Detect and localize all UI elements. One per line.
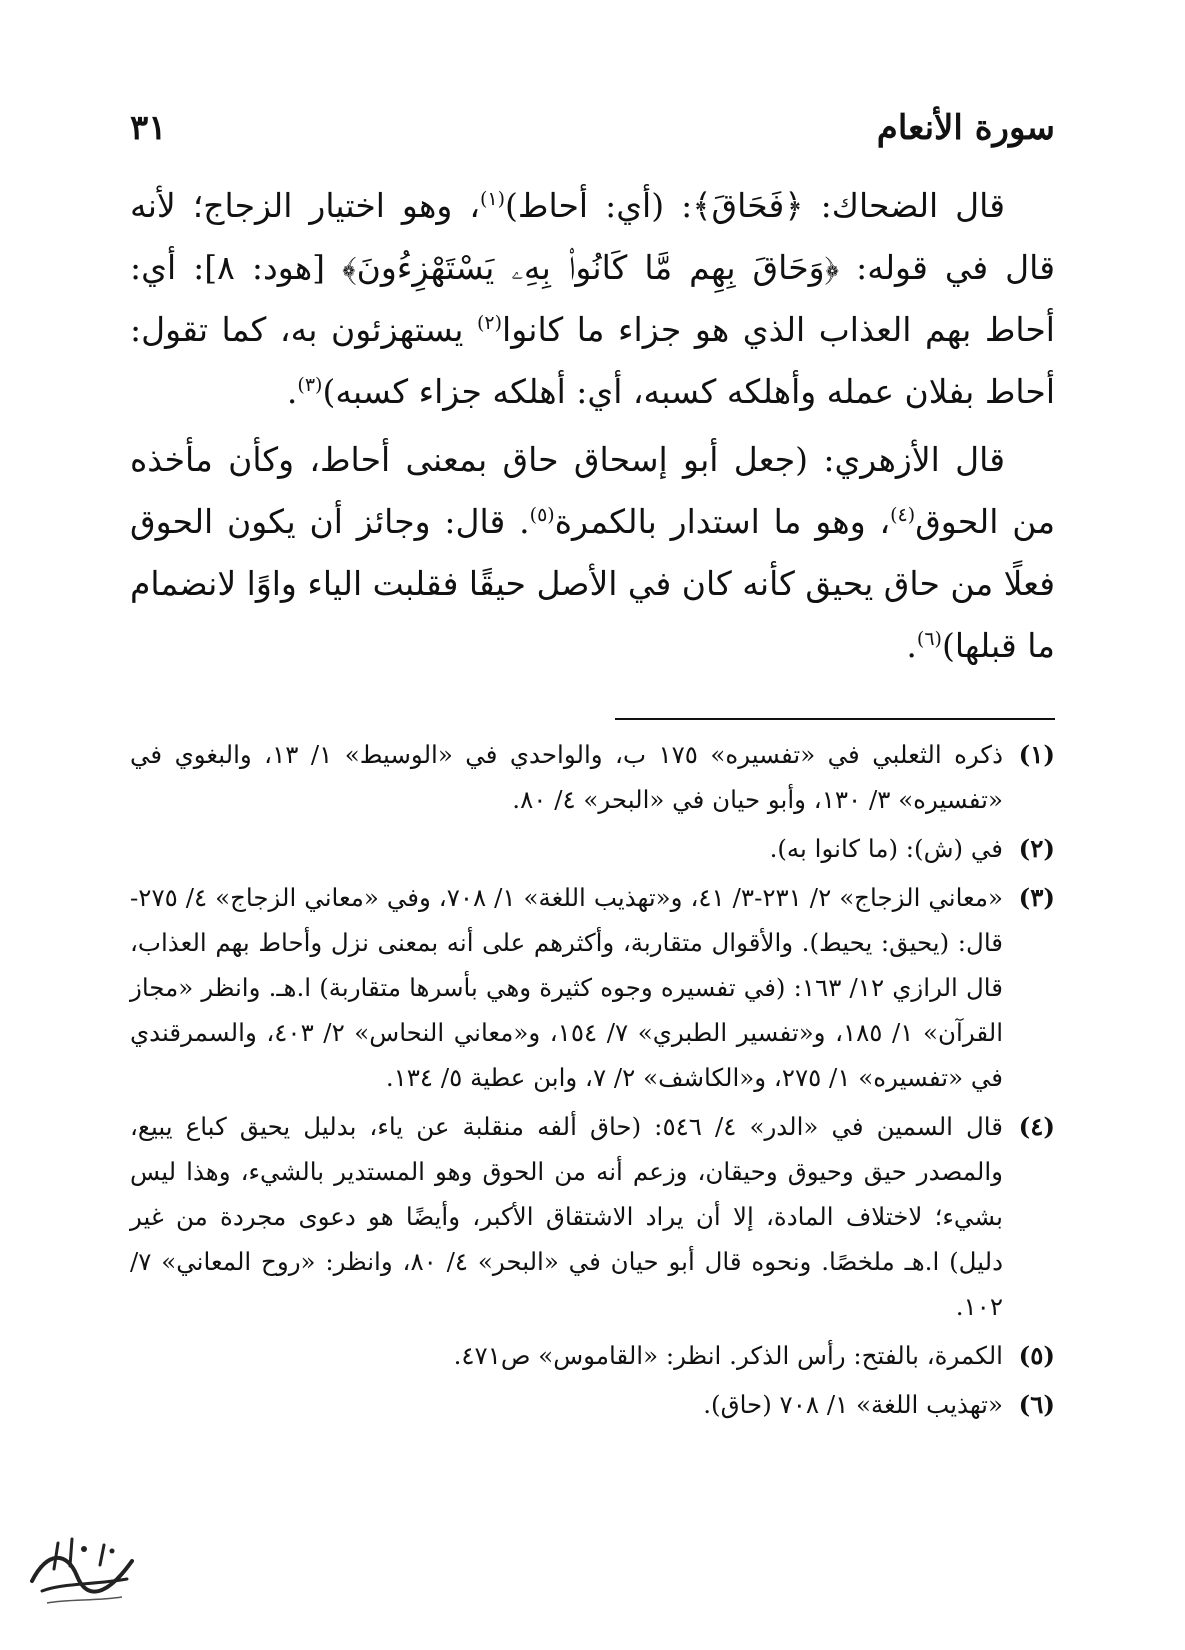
footnote-ref: (٦): [916, 628, 942, 650]
surah-title: سورة الأنعام: [876, 108, 1055, 148]
footnote-ref: (٣): [297, 374, 323, 396]
footnote-text: الكمرة، بالفتح: رأس الذكر. انظر: «القاموس» ص٤٧١.: [453, 1341, 1003, 1370]
library-logo-icon: [22, 1521, 142, 1616]
footnote-ref: (٢): [476, 312, 503, 334]
text-run: . قال: وجائز أن يكون الحوق فعلًا من حاق يحيق كأنه كان في الأصل حيقًا فقلبت الياء واوًا لانضمام ما قبلها): [129, 502, 1055, 665]
footnote-number: (٣): [1018, 883, 1055, 912]
footnote-ref: (٤): [890, 504, 916, 526]
footnote-number: (٦): [1018, 1390, 1055, 1419]
footnote-text: قال السمين في «الدر» ٤/ ٥٤٦: (حاق ألفه منقلبة عن ياء، بدليل يحيق كباع يبيع، والمصدر حيق وحيوق وحيقان، وزعم أنه من الحوق وهو المستدير بالشيء، وهذا ليس بشيء؛ لاختلاف المادة، إلا أن يراد الاشتقاق الأكبر، وأيضًا هو دعوى مجردة من غير دليل) ا.هـ ملخصًا. ونحوه قال أبو حيان في «البحر» ٤/ ٨٠، وانظر: «روح المعاني» ٧/ ١٠٢.: [130, 1112, 1003, 1321]
footnote-divider: [615, 718, 1055, 720]
text-run: قال الضحاك: ﴿فَحَاقَ﴾: (أي: أحاط): [505, 186, 1005, 225]
footnote-number: (٥): [1018, 1341, 1055, 1370]
text-run: يستهزئون به، كما تقول: أحاط بفلان عمله وأهلكه كسبه، أي: أهلكه جزاء كسبه): [130, 310, 1055, 411]
footnote-text: في (ش): (ما كانوا به).: [769, 834, 1003, 863]
footnotes: [130, 732, 1055, 1431]
footnote-number: (٤): [1018, 1112, 1055, 1141]
footnote-1: [130, 732, 1055, 822]
footnote-3: [130, 875, 1055, 1100]
paragraph-2: [130, 429, 1055, 677]
footnote-ref: (٥): [529, 504, 555, 526]
text-run: ، وهو اختيار الزجاج؛ لأنه قال في قوله: ﴿وَحَاقَ بِهِم مَّا كَانُوا۟ بِهِۦ يَسْتَهْزِءُونَ﴾ [هود: ٨]: أي: أحاط بهم العذاب الذي هو جزاء ما كانوا: [130, 186, 1055, 349]
page-number: ٣١: [130, 108, 167, 148]
footnote-6: [130, 1382, 1055, 1427]
footnote-text: ذكره الثعلبي في «تفسيره» ١٧٥ ب، والواحدي في «الوسيط» ١/ ١٣، والبغوي في «تفسيره» ٣/ ١٣٠، وأبو حيان في «البحر» ٤/ ٨٠.: [130, 740, 1003, 814]
footnote-2: [130, 826, 1055, 871]
footnote-number: (١): [1018, 740, 1055, 769]
text-run: .: [906, 626, 917, 665]
footnote-5: [130, 1333, 1055, 1378]
footnote-number: (٢): [1018, 834, 1055, 863]
page-header: [130, 98, 1055, 158]
footnote-text: «معاني الزجاج» ٢/ ٢٣١-٣/ ٤١، و«تهذيب اللغة» ١/ ٧٠٨، وفي «معاني الزجاج» ٤/ ٢٧٥- قال: (يحيق: يحيط). والأقوال متقاربة، وأكثرهم على أنه بمعنى نزل وأحاط بهم العذاب، قال الرازي ١٢/ ١٦٣: (في تفسيره وجوه كثيرة وهي بأسرها متقاربة) ا.هـ. وانظر «مجاز القرآن» ١/ ١٨٥، و«تفسير الطبري» ٧/ ١٥٤، و«معاني النحاس» ٢/ ٤٠٣، والسمرقندي في «تفسيره» ١/ ٢٧٥، و«الكاشف» ٢/ ٧، وابن عطية ٥/ ١٣٤.: [130, 883, 1004, 1092]
main-text: [130, 175, 1055, 683]
footnote-text: «تهذيب اللغة» ١/ ٧٠٨ (حاق).: [703, 1390, 1003, 1419]
text-run: قال الأزهري: (جعل أبو إسحاق حاق بمعنى أحاط، وكأن مأخذه من الحوق: [130, 440, 1055, 541]
paragraph-1: [130, 175, 1055, 423]
text-run: ، وهو ما استدار بالكمرة: [554, 502, 891, 541]
footnote-4: [130, 1104, 1055, 1329]
text-run: .: [286, 372, 298, 411]
footnote-ref: (١): [479, 188, 506, 210]
